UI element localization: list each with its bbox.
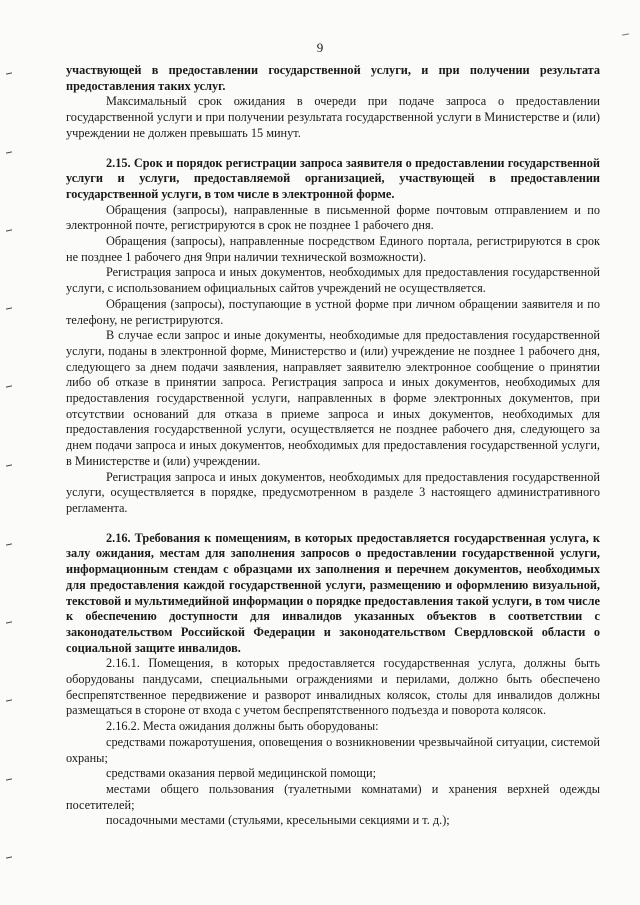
section-heading-2-16: 2.16. Требования к помещениям, в которых предоставляется государственная услуга, к залу ожидания, местам для заполнения запросов о предоставлении государственной услуги, информационным стендам с образцами их заполнения и перечнем документов, необходимых для предоставления каждой государственной услуги, размещению и оформлению визуальной, текстовой и мультимедийной информации о порядке предоставления такой услуги, в том числе к обеспечению доступности для инвалидов указанных объектов в соответствии с законодательством Российской Федерации и законодательством Свердловской области о социальной защите инвалидов. <box>66 530 600 655</box>
paragraph-official-sites: Регистрация запроса и иных документов, необходимых для предоставления государственной услуги, с использованием официальных сайтов учреждений не осуществляется. <box>66 265 600 296</box>
list-item-first-aid: средствами оказания первой медицинской помощи; <box>106 766 377 781</box>
paragraph-oral-requests: Обращения (запросы), поступающие в устной форме при личном обращении заявителя и по телефону, не регистрируются. <box>66 296 600 327</box>
list-item-fire-safety: средствами пожаротушения, оповещения о возникновении чрезвычайной ситуации, системой охраны; <box>66 734 600 765</box>
list-item-public-areas: местами общего пользования (туалетными комнатами) и хранения верхней одежды посетителей; <box>66 781 600 812</box>
margin-hole-mark <box>6 385 12 387</box>
scan-mark <box>622 33 629 35</box>
margin-hole-mark <box>6 778 12 780</box>
section-heading-2-15: 2.15. Срок и порядок регистрации запроса заявителя о предоставлении государственной услуги и услуги, предоставляемой организацией, участвующей в предоставлении государственной услуги, в том числе в электронной форме. <box>66 155 600 201</box>
margin-hole-mark <box>6 621 12 623</box>
margin-hole-mark <box>6 543 12 545</box>
list-item-seating: посадочными местами (стульями, кресельными секциями и т. д.); <box>106 813 450 828</box>
paragraph-written-requests: Обращения (запросы), направленные в письменной форме почтовым отправлением и по электронной почте, регистрируются в срок не позднее 1 рабочего дня. <box>66 202 600 233</box>
margin-hole-mark <box>6 464 12 466</box>
paragraph-continuation: участвующей в предоставлении государственной услуги, и при получении результата предоставления таких услуг. <box>66 63 600 93</box>
paragraph-2-16-2: 2.16.2. Места ожидания должны быть оборудованы: <box>106 719 379 734</box>
margin-hole-mark <box>6 72 12 74</box>
margin-hole-mark <box>6 856 12 858</box>
paragraph-2-16-1: 2.16.1. Помещения, в которых предоставляется государственная услуга, должны быть оборудованы пандусами, специальными ограждениями и перилами, должно быть обеспечено беспрепятственное передвижение и разворот инвалидных колясок, столы для инвалидов должны размещаться в стороне от входа с учетом беспрепятственного подъезда и поворота колясок. <box>66 656 600 718</box>
paragraph-registration-order: Регистрация запроса и иных документов, необходимых для предоставления государственной услуги, осуществляется в порядке, предусмотренном в разделе 3 настоящего административного регламента. <box>66 469 600 515</box>
page-number: 9 <box>316 40 324 55</box>
margin-hole-mark <box>6 151 12 153</box>
paragraph-portal-requests: Обращения (запросы), направленные посредством Единого портала, регистрируются в срок не позднее 1 рабочего дня 9при наличии технической возможности). <box>66 234 600 264</box>
paragraph-queue-time: Максимальный срок ожидания в очереди при подаче запроса о предоставлении государственной услуги и при получении результата государственной услуги в Министерстве и (или) учреждении не должен превышать 15 минут. <box>66 94 600 140</box>
document-body <box>66 0 600 829</box>
margin-hole-mark <box>6 307 12 309</box>
margin-hole-mark <box>6 229 12 231</box>
paragraph-electronic-requests: В случае если запрос и иные документы, необходимые для предоставления государственной услуги, поданы в электронной форме, Министерство и (или) учреждение не позднее 1 рабочего дня, следующего за днем подачи заявления, направляет заявителю электронное сообщение о принятии либо об отказе в принятии запроса. Регистрация запроса и иных документов, необходимых для предоставления государственной услуги, направленных в форме электронных документов, при отсутствии оснований для отказа в приеме запроса и иных документов, необходимых для предоставления государственной услуги, осуществляется не позднее рабочего дня, следующего за днем подачи запроса и иных документов, необходимых для предоставления государственной услуги, в Министерстве и (или) учреждении. <box>66 328 600 468</box>
margin-hole-mark <box>6 699 12 701</box>
